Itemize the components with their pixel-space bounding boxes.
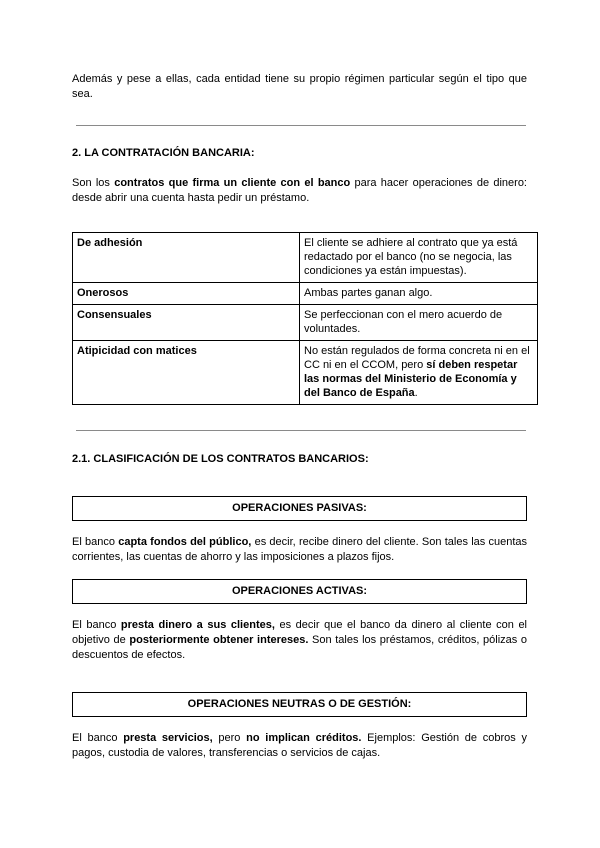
bold-run: presta servicios, bbox=[123, 732, 213, 744]
section-2-paragraph bbox=[72, 176, 527, 206]
section-2-heading: 2. LA CONTRATACIÓN BANCARIA: bbox=[72, 147, 255, 159]
table-cell-definition bbox=[300, 341, 538, 405]
bold-run: presta dinero a sus clientes, bbox=[120, 619, 275, 631]
pasivas-paragraph bbox=[72, 535, 527, 565]
operaciones-activas-box: OPERACIONES ACTIVAS: bbox=[72, 579, 527, 604]
neutras-paragraph bbox=[72, 731, 527, 761]
bold-run: posteriormente obtener intereses. bbox=[129, 634, 309, 646]
table-cell-term: Onerosos bbox=[73, 283, 300, 305]
text-run: El banco bbox=[72, 732, 124, 744]
text-run: No están regulados de forma concreta ni en el CC ni en el CCOM, pero bbox=[304, 345, 530, 371]
activas-paragraph bbox=[72, 618, 527, 663]
bold-run: contratos que firma un cliente con el banco bbox=[114, 177, 351, 189]
text-run: para hacer operaciones de dinero: desde abrir una cuenta hasta pedir un préstamo. bbox=[72, 177, 527, 204]
bold-run: capta fondos del público, bbox=[118, 536, 252, 548]
operaciones-neutras-box: OPERACIONES NEUTRAS O DE GESTIÓN: bbox=[72, 692, 527, 717]
table-row bbox=[73, 283, 538, 305]
table-cell-term: Consensuales bbox=[73, 305, 300, 341]
table-cell-definition: Ambas partes ganan algo. bbox=[300, 283, 538, 305]
contract-features-table bbox=[72, 232, 538, 405]
divider-1 bbox=[76, 125, 526, 126]
text-run: Son tales los préstamos, créditos, pólizas o descuentos de efectos. bbox=[72, 634, 528, 661]
intro-paragraph bbox=[72, 72, 527, 102]
table-cell-term: Atipicidad con matices bbox=[73, 341, 300, 405]
text-run: Son los bbox=[72, 177, 115, 189]
text-run: es decir que el banco da dinero al cliente con el objetivo de bbox=[72, 619, 528, 646]
intro-text: Además y pese a ellas, cada entidad tiene su propio régimen particular según el tipo que sea. bbox=[72, 73, 527, 100]
operaciones-pasivas-box: OPERACIONES PASIVAS: bbox=[72, 496, 527, 521]
table-cell-term: De adhesión bbox=[73, 233, 300, 283]
text-run: pero bbox=[212, 732, 247, 744]
text-run: . bbox=[414, 387, 418, 399]
table-cell-definition: Se perfeccionan con el mero acuerdo de voluntades. bbox=[300, 305, 538, 341]
table-cell-definition: El cliente se adhiere al contrato que ya está redactado por el banco (no se negocia, las condiciones ya están impuestas). bbox=[300, 233, 538, 283]
table-row bbox=[73, 341, 538, 405]
bold-run: sí deben respetar las normas del Ministerio de Economía y del Banco de España bbox=[304, 359, 518, 399]
bold-run: no implican créditos. bbox=[246, 732, 362, 744]
section-2-1-heading: 2.1. CLASIFICACIÓN DE LOS CONTRATOS BANCARIOS: bbox=[72, 453, 369, 465]
table-row bbox=[73, 305, 538, 341]
divider-2 bbox=[76, 430, 526, 431]
text-run: Ejemplos: Gestión de cobros y pagos, custodia de valores, transferencias o servicios de cajas. bbox=[72, 732, 527, 759]
text-run: El banco bbox=[72, 536, 119, 548]
text-run: es decir, recibe dinero del cliente. Son tales las cuentas corrientes, las cuentas de ahorro y las imposiciones a plazos fijos. bbox=[72, 536, 528, 563]
table-row bbox=[73, 233, 538, 283]
text-run: El banco bbox=[72, 619, 121, 631]
